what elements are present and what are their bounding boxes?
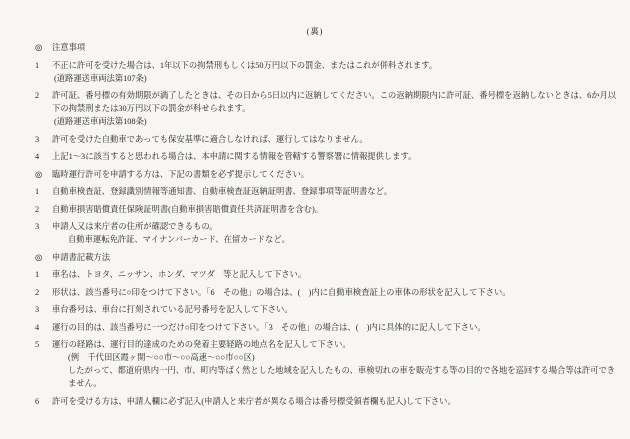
list-item (35, 203, 620, 216)
item-text: 許可を受けた自動車であっても保安基準に適合しなければ、運行してはなりません。 (52, 134, 368, 144)
item-text: 上記1～3に該当すると思われる場合は、本申請に関する情報を管轄する警察署に情報提供します。 (52, 152, 417, 161)
item-number: 1 (35, 187, 40, 196)
item-example-text: (例 千代田区霞ヶ関～○○市～○○高速～○○市○○区) (68, 353, 255, 362)
item-number: 2 (35, 91, 40, 100)
list-item (35, 395, 620, 408)
section-required-documents-heading: 臨時運行許可を申請する方は、下記の書類を必ず提示してください。 (52, 169, 310, 179)
item-number: 3 (35, 134, 40, 144)
item-text: 許可証、番号標の有効期限が満了したときは、その日から5日以内に返納してください。この返納期限内に許可証、番号標を返納しないときは、6か月以下の拘禁刑または30万円以下の罰金が科せられます。 (52, 91, 617, 113)
item-sub-text: 自動車運転免許証、マイナンバーカード、在留カードなど。 (68, 235, 290, 244)
list-item (35, 321, 620, 334)
list-item (35, 185, 620, 198)
item-text: 運行の目的は、該当番号に一つだけ○印をつけて下さい。「3 その他」の場合は、( )内に具体的に記入して下さい。 (52, 322, 486, 332)
section-required-documents-heading-row (35, 168, 620, 181)
list-item (35, 338, 620, 390)
item-text: 形状は、該当番号に○印をつけて下さい。「6 その他」の場合は、( )内に自動車検査証上の車体の形状を記入して下さい。 (52, 287, 511, 297)
section-precautions-heading-row (35, 41, 620, 54)
section-how-to-fill-heading-row (35, 251, 620, 264)
list-item (35, 89, 620, 128)
item-number: 2 (35, 204, 40, 214)
list-item (35, 133, 620, 146)
item-text: 車台番号は、車台に打刻されている記号番号を記入して下さい。 (52, 305, 293, 314)
list-item (35, 150, 620, 163)
item-text: 申請人又は来庁者の住所が確認できるもの。 (52, 222, 218, 231)
item-text: 車名は、トヨタ、ニッサン、ホンダ、マツダ 等と記入して下さい。 (52, 270, 307, 279)
double-circle-marker: ◎ (35, 252, 43, 262)
section-how-to-fill-heading: 申請書記載方法 (52, 252, 111, 262)
double-circle-marker: ◎ (35, 43, 43, 52)
law-reference: (道路運送車両法第107条) (54, 73, 147, 83)
item-number: 6 (35, 396, 40, 406)
item-number: 5 (35, 340, 40, 349)
law-reference: (道路運送車両法第108条) (54, 117, 147, 126)
item-text: 自動車検査証、登録識別情報等通知書、自動車検査証返納証明書、登録事項等証明書など。 (52, 187, 393, 196)
list-item (35, 286, 620, 299)
list-item (35, 59, 620, 85)
page-side-label: (裏) (306, 27, 324, 36)
item-number: 2 (35, 287, 40, 297)
item-text: 不正に許可を受けた場合は、1年以下の拘禁刑もしくは50万円以下の罰金、またはこれが併科されます。 (52, 60, 438, 70)
item-text: 許可を受ける方は、申請人欄に必ず記入(申請人と来庁者が異なる場合は番号標受領者欄も記入)して下さい。 (52, 396, 456, 406)
double-circle-marker: ◎ (35, 169, 43, 179)
item-number: 4 (35, 322, 40, 332)
item-text: 運行の経路は、運行目的達成のための発着主要経路の地点名を記入して下さい。 (52, 340, 351, 349)
section-precautions-heading: 注意事項 (52, 43, 86, 52)
item-number: 3 (35, 305, 40, 314)
item-number: 3 (35, 222, 40, 231)
list-item (35, 303, 620, 316)
item-supplement-text: したがって、都道府県内一円、市、町内等ばく然とした地域を記入したもの、車検切れの車を販売する等の目的で各地を巡回する場合等は許可できません。 (68, 366, 616, 388)
item-number: 1 (35, 270, 40, 279)
item-number: 4 (35, 152, 40, 161)
item-number: 1 (35, 60, 40, 70)
item-text: 自動車損害賠償責任保険証明書(自動車損害賠償責任共済証明書を含む)。 (52, 204, 324, 214)
list-item (35, 220, 620, 246)
list-item (35, 268, 620, 281)
